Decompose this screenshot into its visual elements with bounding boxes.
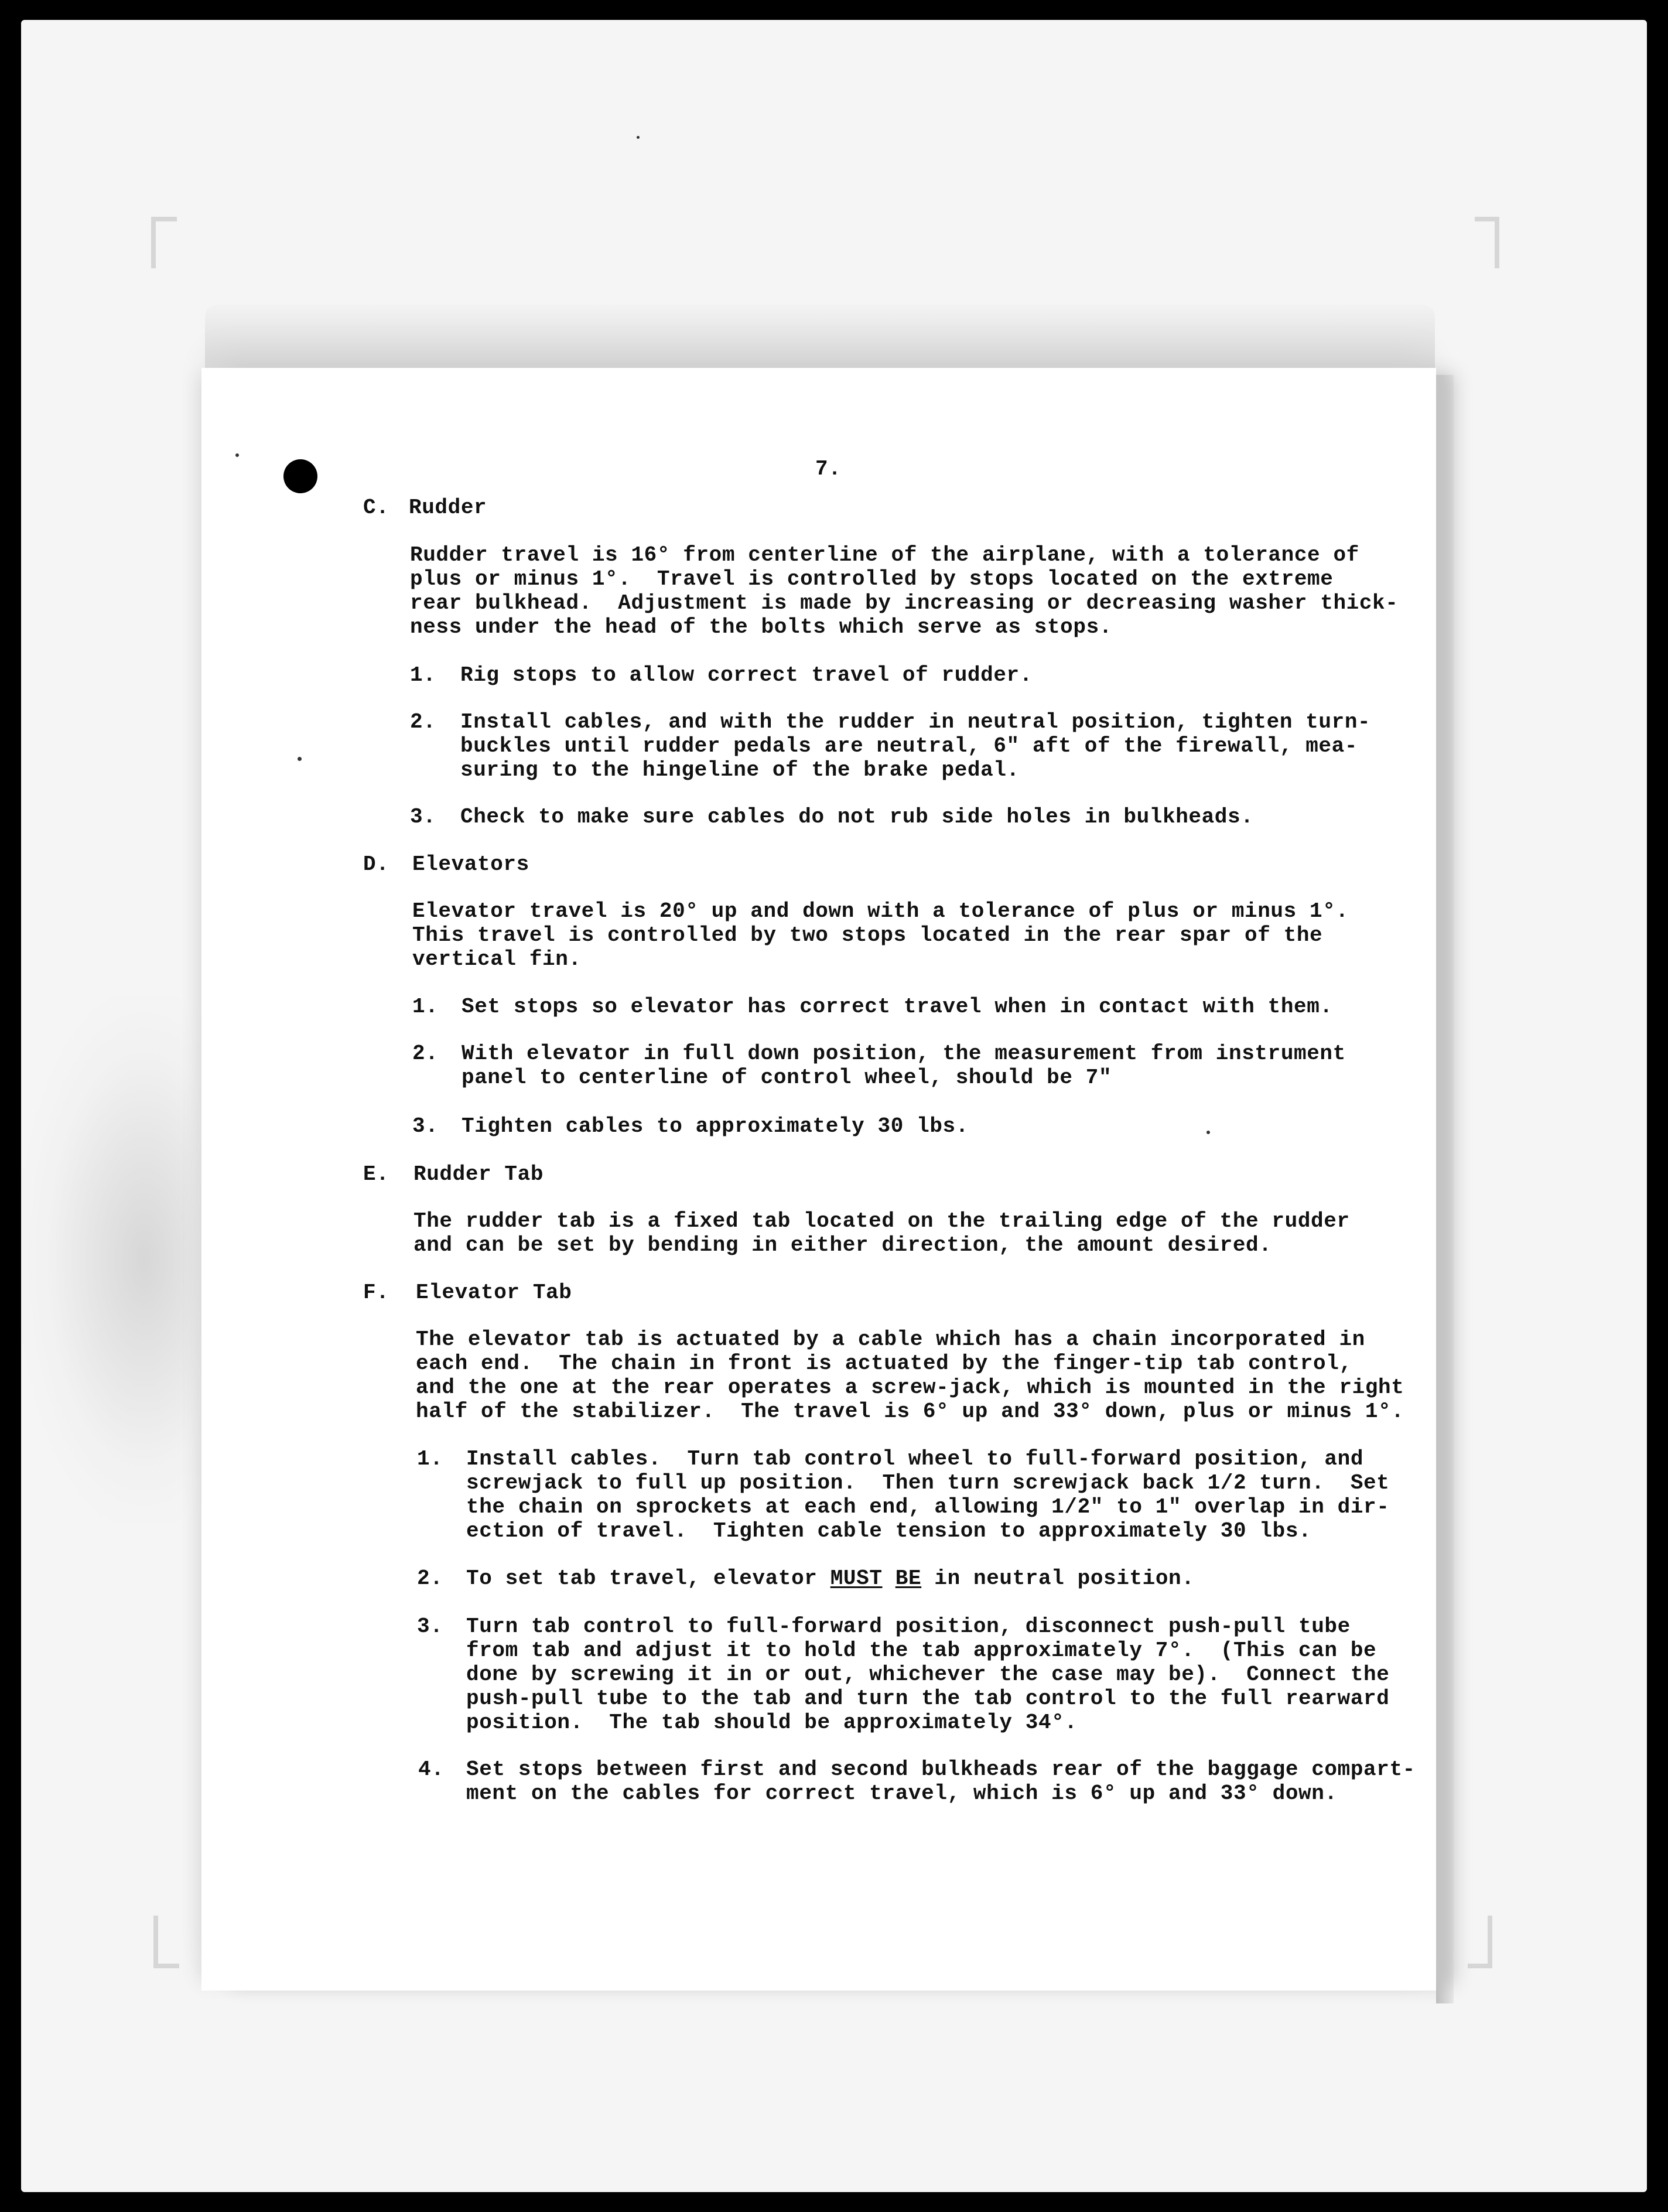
section-title: Elevators: [412, 852, 529, 876]
emphasis-must: MUST: [830, 1566, 883, 1590]
paragraph-line: Elevator travel is 20° up and down with a tolerance of plus or minus 1°.: [412, 899, 1349, 923]
section-letter: C.: [363, 496, 389, 520]
item-line: push-pull tube to the tab and turn the tab control to the full rearward: [466, 1687, 1390, 1711]
item-line: the chain on sprockets at each end, allowing 1/2" to 1" overlap in dir-: [466, 1495, 1390, 1519]
item-number: 3.: [417, 1614, 443, 1638]
item-number: 2.: [410, 710, 436, 734]
item-number: 3.: [412, 1114, 439, 1138]
emphasis-be: BE: [895, 1566, 922, 1590]
item-number: 2.: [412, 1042, 439, 1066]
item-line: Install cables. Turn tab control wheel to full-forward position, and: [466, 1447, 1364, 1471]
speck: [298, 757, 302, 761]
paragraph-line: This travel is controlled by two stops located in the rear spar of the: [412, 923, 1323, 947]
item-line: suring to the hingeline of the brake pedal.: [460, 758, 1020, 782]
speck: [235, 453, 239, 457]
punch-hole: [283, 459, 317, 493]
item-line: To set tab travel, elevator MUST BE in neutral position.: [466, 1566, 1195, 1590]
paragraph-line: half of the stabilizer. The travel is 6° up and 33° down, plus or minus 1°.: [416, 1399, 1404, 1424]
paragraph-line: rear bulkhead. Adjustment is made by increasing or decreasing washer thick-: [410, 591, 1399, 615]
paragraph-line: each end. The chain in front is actuated by the finger-tip tab control,: [416, 1351, 1352, 1375]
paragraph-line: plus or minus 1°. Travel is controlled by stops located on the extreme: [410, 567, 1334, 591]
section-letter: F.: [363, 1281, 389, 1305]
item-line: Install cables, and with the rudder in neutral position, tighten turn-: [460, 710, 1371, 734]
item-line: done by screwing it in or out, whichever the case may be). Connect the: [466, 1663, 1390, 1687]
item-line: from tab and adjust it to hold the tab approximately 7°. (This can be: [466, 1638, 1377, 1663]
section-title: Rudder Tab: [413, 1162, 544, 1186]
item-line: Set stops between first and second bulkheads rear of the baggage compart-: [466, 1757, 1416, 1781]
item-number: 1.: [410, 663, 436, 687]
item-line: panel to centerline of control wheel, should be 7": [462, 1066, 1112, 1090]
paragraph-line: vertical fin.: [412, 947, 582, 971]
sheet-fold-shadow: [205, 305, 1435, 369]
paragraph-line: and can be set by bending in either direction, the amount desired.: [413, 1233, 1272, 1257]
item-line: position. The tab should be approximately 34°.: [466, 1711, 1078, 1735]
item-line: Set stops so elevator has correct travel when in contact with them.: [462, 995, 1333, 1019]
item-line: Tighten cables to approximately 30 lbs.: [462, 1114, 969, 1138]
section-title: Rudder: [409, 496, 487, 520]
paragraph-line: The elevator tab is actuated by a cable which has a chain incorporated in: [416, 1327, 1365, 1351]
paragraph-line: Rudder travel is 16° from centerline of the airplane, with a tolerance of: [410, 543, 1359, 567]
item-line: screwjack to full up position. Then turn screwjack back 1/2 turn. Set: [466, 1471, 1390, 1495]
section-letter: E.: [363, 1162, 389, 1186]
paragraph-line: The rudder tab is a fixed tab located on the trailing edge of the rudder: [413, 1209, 1350, 1233]
item-line: Rig stops to allow correct travel of rudder.: [460, 663, 1033, 687]
item-line: buckles until rudder pedals are neutral, 6" aft of the firewall, mea-: [460, 734, 1358, 758]
item-line: ment on the cables for correct travel, which is 6° up and 33° down.: [466, 1781, 1338, 1805]
item-line: With elevator in full down position, the measurement from instrument: [462, 1042, 1346, 1066]
section-letter: D.: [363, 852, 389, 876]
item-line: Turn tab control to full-forward position, disconnect push-pull tube: [466, 1614, 1351, 1638]
paragraph-line: ness under the head of the bolts which serve as stops.: [410, 615, 1112, 639]
item-line: Check to make sure cables do not rub side holes in bulkheads.: [460, 805, 1254, 829]
item-number: 4.: [418, 1757, 445, 1781]
item-line: ection of travel. Tighten cable tension to approximately 30 lbs.: [466, 1519, 1312, 1543]
speck: [637, 136, 640, 139]
page-number: 7.: [815, 457, 842, 481]
sheet-edge: [1436, 375, 1454, 2003]
speck: [1206, 1131, 1210, 1134]
item-number: 1.: [417, 1447, 443, 1471]
item-number: 3.: [410, 805, 436, 829]
paragraph-line: and the one at the rear operates a screw-jack, which is mounted in the right: [416, 1375, 1404, 1399]
section-title: Elevator Tab: [416, 1281, 572, 1305]
item-number: 2.: [417, 1566, 443, 1590]
item-number: 1.: [412, 995, 439, 1019]
